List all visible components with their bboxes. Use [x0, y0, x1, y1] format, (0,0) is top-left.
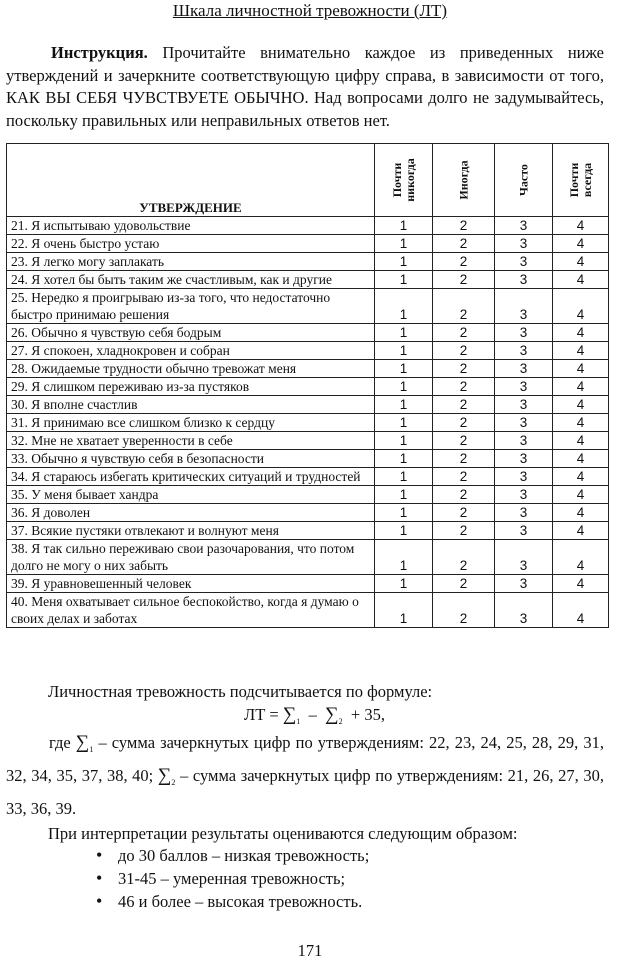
answer-option-1[interactable]: 1: [375, 468, 433, 486]
statement-cell: 25. Нередко я проигрываю из-за того, что недостаточно быстро принимаю решения: [7, 289, 375, 324]
answer-option-2[interactable]: 2: [433, 253, 495, 271]
answer-option-3[interactable]: 3: [495, 235, 553, 253]
page-number: 171: [297, 941, 323, 960]
table-row: [7, 432, 609, 450]
answer-option-1[interactable]: 1: [375, 378, 433, 396]
answer-option-4[interactable]: 4: [553, 378, 609, 396]
answer-option-4[interactable]: 4: [553, 468, 609, 486]
answer-option-4[interactable]: 4: [553, 540, 609, 575]
answer-option-1[interactable]: 1: [375, 575, 433, 593]
answer-option-4[interactable]: 4: [553, 486, 609, 504]
table-row: [7, 575, 609, 593]
answer-option-3[interactable]: 3: [495, 468, 553, 486]
table-row: [7, 324, 609, 342]
statement-cell: 27. Я спокоен, хладнокровен и собран: [7, 342, 375, 360]
answer-option-1[interactable]: 1: [375, 342, 433, 360]
answer-option-4[interactable]: 4: [553, 593, 609, 628]
sigma-2-description: – сумма зачеркнутых цифр по утверждениям: 21, 26, 27, 30, 33, 36, 39.: [6, 766, 604, 818]
answer-option-4[interactable]: 4: [553, 360, 609, 378]
instruction-paragraph: [6, 42, 604, 132]
sigma-1-symbol: ∑: [75, 732, 90, 753]
answer-option-1[interactable]: 1: [375, 360, 433, 378]
header-statement: УТВЕРЖДЕНИЕ: [7, 144, 375, 217]
table-row: [7, 217, 609, 235]
statement-cell: 36. Я доволен: [7, 504, 375, 522]
sigma-2-symbol: ∑: [325, 704, 339, 725]
statement-cell: 21. Я испытываю удовольствие: [7, 217, 375, 235]
instruction-label: Инструкция.: [51, 43, 148, 62]
answer-option-1[interactable]: 1: [375, 450, 433, 468]
list-item: • до 30 баллов – низкая тревожность;: [96, 844, 369, 867]
answer-option-2[interactable]: 2: [433, 432, 495, 450]
answer-option-2[interactable]: 2: [433, 360, 495, 378]
answer-option-3[interactable]: 3: [495, 378, 553, 396]
table-row: [7, 540, 609, 575]
answer-option-2[interactable]: 2: [433, 289, 495, 324]
formula-intro: Личностная тревожность подсчитывается по формуле:: [48, 682, 433, 701]
answer-option-2[interactable]: 2: [433, 504, 495, 522]
table-row: [7, 271, 609, 289]
table-row: [7, 486, 609, 504]
table-row: [7, 342, 609, 360]
answer-option-4[interactable]: 4: [553, 575, 609, 593]
answer-option-3[interactable]: 3: [495, 342, 553, 360]
answer-option-1[interactable]: 1: [375, 486, 433, 504]
answer-option-1[interactable]: 1: [375, 217, 433, 235]
sigma-2-symbol: ∑: [157, 765, 172, 786]
answer-option-2[interactable]: 2: [433, 235, 495, 253]
table-row: [7, 450, 609, 468]
answer-option-4[interactable]: 4: [553, 217, 609, 235]
interpretation-list: [96, 844, 369, 913]
answer-option-2[interactable]: 2: [433, 450, 495, 468]
answer-option-1[interactable]: 1: [375, 396, 433, 414]
answer-option-3[interactable]: 3: [495, 289, 553, 324]
table-row: [7, 396, 609, 414]
answer-option-1[interactable]: 1: [375, 540, 433, 575]
answer-option-2[interactable]: 2: [433, 324, 495, 342]
answer-option-4[interactable]: 4: [553, 289, 609, 324]
answer-option-3[interactable]: 3: [495, 593, 553, 628]
answer-option-1[interactable]: 1: [375, 593, 433, 628]
statement-cell: 37. Всякие пустяки отвлекают и волнуют меня: [7, 522, 375, 540]
answer-option-1[interactable]: 1: [375, 522, 433, 540]
answer-option-1[interactable]: 1: [375, 324, 433, 342]
answer-option-1[interactable]: 1: [375, 235, 433, 253]
answer-option-3[interactable]: 3: [495, 360, 553, 378]
header-almost-never: Почти никогда: [375, 144, 433, 217]
answer-option-4[interactable]: 4: [553, 324, 609, 342]
table-row: [7, 468, 609, 486]
answer-option-3[interactable]: 3: [495, 432, 553, 450]
table-header-row: [7, 144, 609, 217]
answer-option-4[interactable]: 4: [553, 522, 609, 540]
answer-option-3[interactable]: 3: [495, 271, 553, 289]
answer-option-2[interactable]: 2: [433, 217, 495, 235]
answer-option-3[interactable]: 3: [495, 486, 553, 504]
statement-cell: 30. Я вполне счастлив: [7, 396, 375, 414]
answer-option-1[interactable]: 1: [375, 432, 433, 450]
statement-cell: 23. Я легко могу заплакать: [7, 253, 375, 271]
answer-option-4[interactable]: 4: [553, 396, 609, 414]
statement-cell: 31. Я принимаю все слишком близко к сердцу: [7, 414, 375, 432]
anxiety-scale-table: [6, 143, 609, 628]
answer-option-1[interactable]: 1: [375, 504, 433, 522]
table-row: [7, 253, 609, 271]
answer-option-2[interactable]: 2: [433, 486, 495, 504]
table-row: [7, 360, 609, 378]
answer-option-1[interactable]: 1: [375, 289, 433, 324]
answer-option-2[interactable]: 2: [433, 540, 495, 575]
answer-option-4[interactable]: 4: [553, 432, 609, 450]
statement-cell: 39. Я уравновешенный человек: [7, 575, 375, 593]
answer-option-4[interactable]: 4: [553, 504, 609, 522]
answer-option-4[interactable]: 4: [553, 271, 609, 289]
statement-cell: 38. Я так сильно переживаю свои разочарования, что потом долго не могу о них забыть: [7, 540, 375, 575]
answer-option-1[interactable]: 1: [375, 271, 433, 289]
instruction-text: Прочитайте внимательно каждое из приведенных ниже утверждений и зачеркните соответствующую цифру справа, в зависимости от того, КАК ВЫ СЕБЯ ЧУВСТВУЕТЕ ОБЫЧНО. Над вопросами долго не задумывайтесь, поскольку правильных или неправильных ответов нет.: [6, 43, 604, 130]
answer-option-2[interactable]: 2: [433, 342, 495, 360]
answer-option-3[interactable]: 3: [495, 540, 553, 575]
statement-cell: 29. Я слишком переживаю из-за пустяков: [7, 378, 375, 396]
statement-cell: 34. Я стараюсь избегать критических ситуаций и трудностей: [7, 468, 375, 486]
statement-cell: 28. Ожидаемые трудности обычно тревожат меня: [7, 360, 375, 378]
table-row: [7, 289, 609, 324]
answer-option-4[interactable]: 4: [553, 414, 609, 432]
answer-option-4[interactable]: 4: [553, 253, 609, 271]
statement-cell: 26. Обычно я чувствую себя бодрым: [7, 324, 375, 342]
statement-cell: 35. У меня бывает хандра: [7, 486, 375, 504]
answer-option-2[interactable]: 2: [433, 271, 495, 289]
formula: ЛТ = $\sum_1 - \sum_2 + 35$,: [244, 704, 385, 726]
answer-option-3[interactable]: 3: [495, 522, 553, 540]
answer-option-3[interactable]: 3: [495, 575, 553, 593]
answer-option-3[interactable]: 3: [495, 504, 553, 522]
answer-option-2[interactable]: 2: [433, 593, 495, 628]
answer-option-3[interactable]: 3: [495, 217, 553, 235]
answer-option-3[interactable]: 3: [495, 450, 553, 468]
answer-option-2[interactable]: 2: [433, 522, 495, 540]
table-row: [7, 593, 609, 628]
answer-option-3[interactable]: 3: [495, 253, 553, 271]
formula-constant: + 35,: [350, 705, 385, 724]
answer-option-1[interactable]: 1: [375, 253, 433, 271]
answer-option-2[interactable]: 2: [433, 468, 495, 486]
answer-option-4[interactable]: 4: [553, 342, 609, 360]
sigma-1-description: – сумма зачеркнутых цифр по утверждениям: 22, 23, 24, 25, 28, 29, 31, 32, 34, 35, 37, 38, 40;: [6, 733, 605, 785]
formula-explanation: где $\sum_1$ – сумма зачеркнутых цифр по утверждениям: 22, 23, 24, 25, 28, 29, 31, 32, 34, 35, 37, 38, 40; $\sum_2$ – сумма зачеркнутых цифр по утверждениям: 21, 26, 27, 30, 33, 36, 39.: [6, 732, 605, 818]
interpretation-intro: При интерпретации результаты оцениваются следующим образом:: [48, 824, 518, 843]
header-almost-always: Почти всегда: [553, 144, 609, 217]
table-row: [7, 378, 609, 396]
table-row: [7, 414, 609, 432]
sigma-1-symbol: ∑: [282, 704, 297, 725]
statement-cell: 33. Обычно я чувствую себя в безопасности: [7, 450, 375, 468]
statement-cell: 24. Я хотел бы быть таким же счастливым, как и другие: [7, 271, 375, 289]
answer-option-3[interactable]: 3: [495, 414, 553, 432]
answer-option-2[interactable]: 2: [433, 414, 495, 432]
statement-cell: 32. Мне не хватает уверенности в себе: [7, 432, 375, 450]
answer-option-4[interactable]: 4: [553, 235, 609, 253]
page-title: Шкала личностной тревожности (ЛТ): [172, 1, 448, 20]
answer-option-4[interactable]: 4: [553, 450, 609, 468]
answer-option-3[interactable]: 3: [495, 396, 553, 414]
answer-option-2[interactable]: 2: [433, 396, 495, 414]
formula-lhs: ЛТ =: [244, 705, 279, 724]
answer-option-1[interactable]: 1: [375, 414, 433, 432]
table-row: [7, 504, 609, 522]
answer-option-2[interactable]: 2: [433, 378, 495, 396]
list-item: • 46 и более – высокая тревожность.: [96, 890, 369, 913]
statement-cell: 40. Меня охватывает сильное беспокойство, когда я думаю о своих делах и заботах: [7, 593, 375, 628]
table-row: [7, 235, 609, 253]
header-sometimes: Иногда: [433, 144, 495, 217]
header-often: Часто: [495, 144, 553, 217]
table-row: [7, 522, 609, 540]
answer-option-2[interactable]: 2: [433, 575, 495, 593]
list-item: • 31-45 – умеренная тревожность;: [96, 867, 369, 890]
statement-cell: 22. Я очень быстро устаю: [7, 235, 375, 253]
answer-option-3[interactable]: 3: [495, 324, 553, 342]
